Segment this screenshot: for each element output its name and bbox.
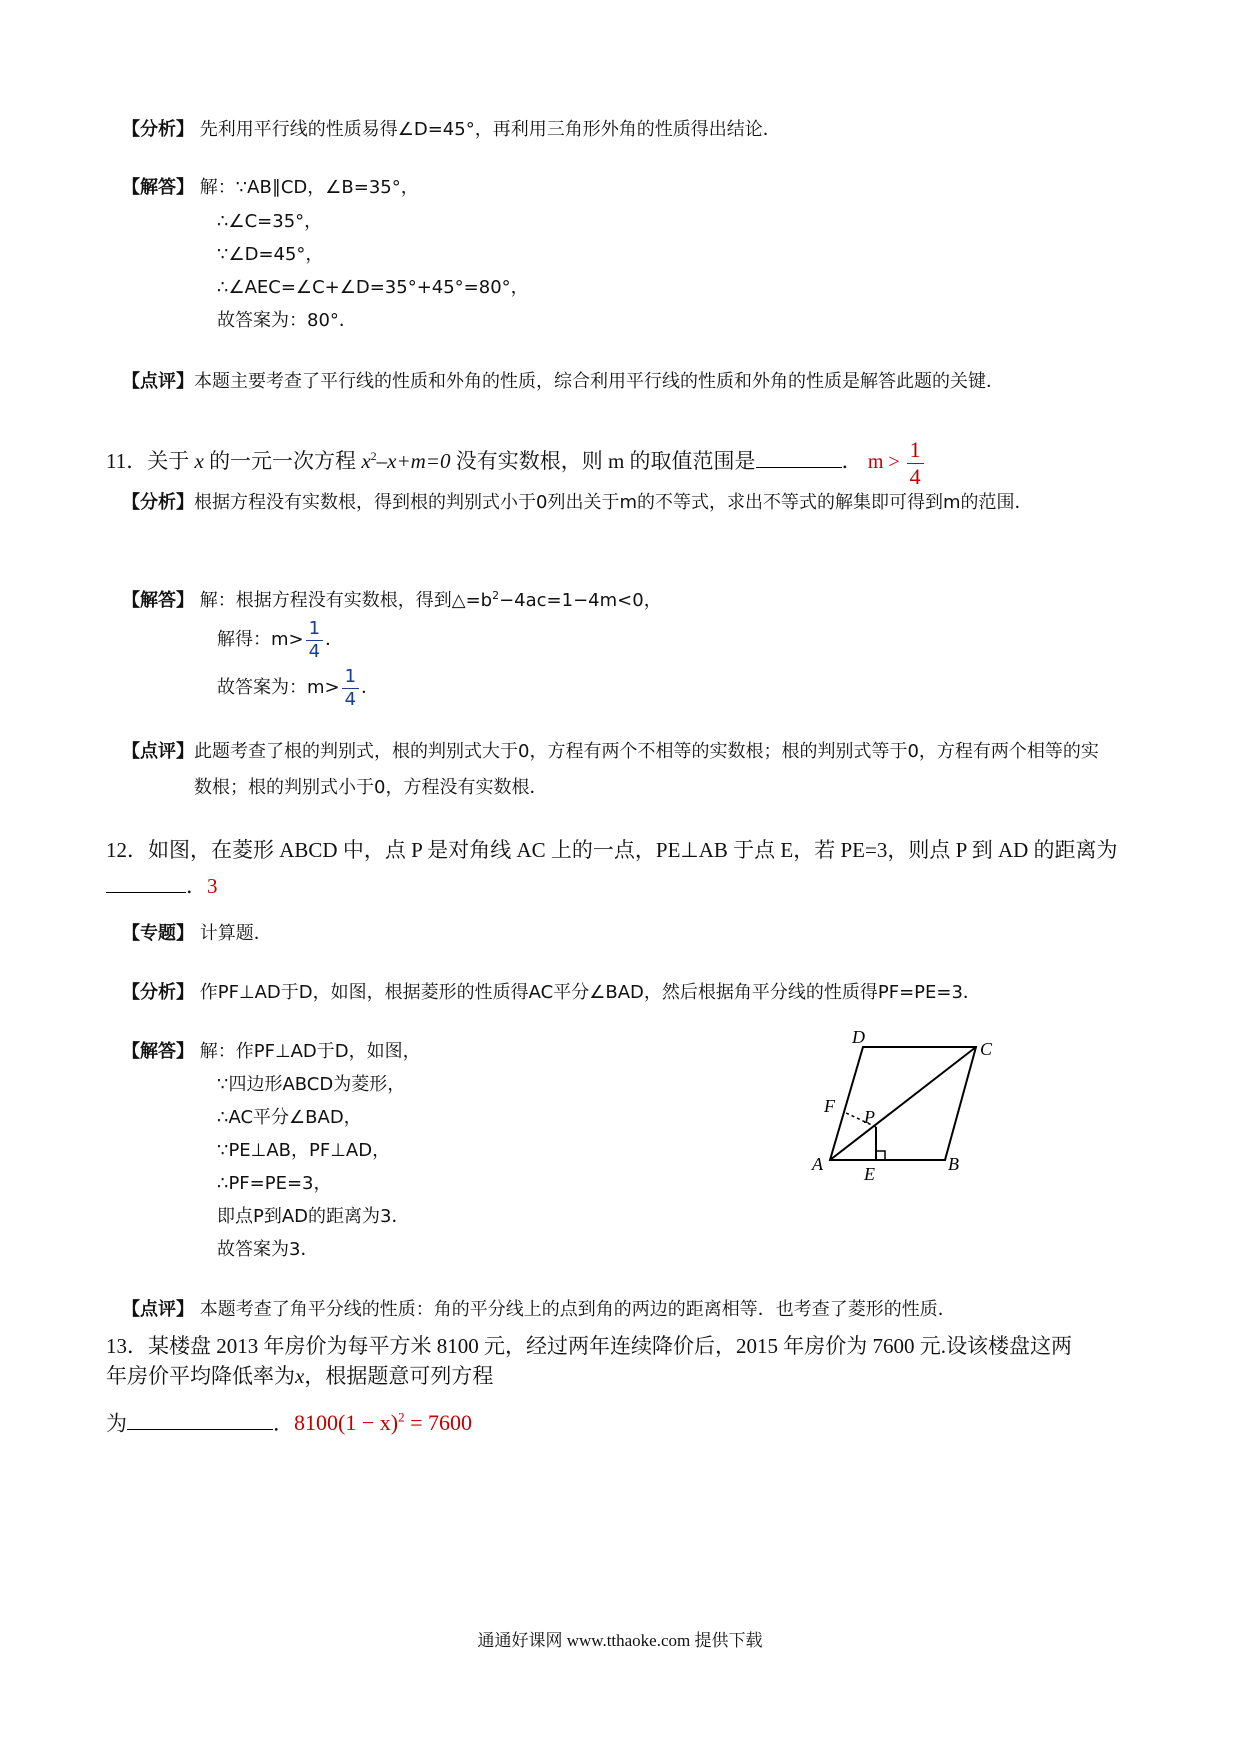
q11-solution [122,578,1132,619]
q10-solution [122,170,1132,206]
topic-tag: 【专题】 [122,923,194,944]
punct: ． [273,1411,294,1436]
stem-text: 没有实数根，则 m 的取值范围是 [455,449,756,473]
stem-text: 年房价平均降低率为 [106,1364,295,1388]
solution-line-3 [122,666,1227,710]
right-angle-mark [876,1151,885,1160]
fraction-numerator: 1 [306,620,323,641]
q13-answer [294,1410,472,1435]
stem-text: 关于 [147,449,190,473]
fraction-numerator: 1 [342,668,359,689]
analysis-tag: 【分析】 [122,492,194,513]
q11-answer [867,436,926,489]
solution-text: 解得：m> [217,629,304,650]
exponent: 2 [492,589,500,602]
answer-lhs: m > [867,451,900,473]
solution-line-1: 解：∵AB∥CD，∠B=35°， [199,177,419,198]
solution-line-4: ∵PE⊥AB，PF⊥AD， [217,1140,391,1161]
q11-stem [106,438,1146,488]
solution-text: 故答案为：m> [217,677,340,698]
q12-comment [122,1292,1132,1328]
question-number: 11． [106,449,148,473]
answer-rhs: = 7600 [404,1410,472,1436]
solution-line-2: ∵四边形ABCD为菱形， [217,1074,406,1095]
comment-text: 本题主要考查了平行线的性质和外角的性质，综合利用平行线的性质和外角的性质是解答此题的关键． [194,371,1004,392]
q10-comment [122,364,1132,400]
comment-tag: 【点评】 [122,741,194,762]
analysis-text: 先利用平行线的性质易得∠D=45°，再利用三角形外角的性质得出结论． [199,119,781,140]
q12-answer: 3 [207,874,218,898]
q13-stem-line-3 [106,1400,1146,1441]
solution-line-1-end: −4ac=1−4m<0， [499,590,662,611]
diagonal-ac [830,1047,976,1160]
label-b: B [948,1154,959,1174]
solution-line-3: ∵∠D=45°， [217,244,324,265]
solution-line-7: 故答案为3． [217,1239,319,1260]
variable-x: x [194,449,204,473]
fraction [342,665,359,710]
label-e: E [864,1164,875,1184]
answer-fraction [907,436,924,489]
punct: ． [325,629,344,650]
solution-tag: 【解答】 [122,177,194,198]
solution-line-1: 解：根据方程没有实数根，得到△=b [199,590,493,611]
solution-line-2: ∴∠C=35°， [217,211,323,232]
stem-text: 某楼盘 2013 年房价为每平方米 8100 元，经过两年连续降价后，2015 年房价为 7600 元.设该楼盘这两 [148,1334,1072,1358]
answer-blank [127,1409,273,1430]
variable-x: x [295,1364,305,1388]
solution-line-5: ∴PF=PE=3， [217,1173,332,1194]
question-number: 13． [106,1334,148,1358]
fraction-numerator: 1 [907,439,924,464]
solution-line-2 [122,618,1227,662]
fraction-denominator: 4 [909,463,921,489]
analysis-text: 作PF⊥AD于D，如图，根据菱形的性质得AC平分∠BAD，然后根据角平分线的性质得PF=PE=3． [199,982,981,1003]
q12-stem [106,832,1136,904]
label-p: P [864,1107,875,1127]
q11-comment [122,734,1132,806]
solution-line-6: 即点P到AD的距离为3． [217,1206,410,1227]
stem-text: 如图，在菱形 ABCD 中，点 P 是对角线 AC 上的一点，PE⊥AB 于点 E，若 PE=3，则点 P 到 AD 的距离为 [148,838,1118,862]
rhombus-figure [800,1025,1130,1195]
q11-analysis [122,485,1132,521]
analysis-text: 根据方程没有实数根，得到根的判别式小于0列出关于m的不等式，求出不等式的解集即可得到m的范围． [194,492,1033,513]
answer-exponent: 2 [398,1410,405,1425]
solution-tag: 【解答】 [122,590,194,611]
fraction [306,617,323,662]
answer-blank [106,872,186,893]
q10-analysis [122,112,1132,148]
comment-tag: 【点评】 [122,1299,194,1320]
fraction-denominator: 4 [344,688,357,710]
equation-rest: –x+m=0 [376,449,451,473]
punct: ． [841,449,863,473]
punct: ． [186,874,207,898]
comment-text: 本题考查了角平分线的性质：角的平分线上的点到角的两边的距离相等．也考查了菱形的性质． [199,1299,956,1320]
q12-topic [122,916,1132,952]
punct: ． [361,677,380,698]
answer-equation: 8100(1 − x) [294,1410,399,1436]
equation-exponent: 2 [370,449,377,463]
page-footer: 通通好课网 www.tthaoke.com 提供下载 [477,1631,763,1650]
fraction-denominator: 4 [308,640,321,662]
q13-stem-line-2 [106,1358,1146,1394]
equation-x: x [361,449,371,473]
question-number: 12． [106,838,148,862]
solution-line-5: 故答案为：80°． [217,310,357,331]
label-a: A [812,1154,823,1174]
solution-tag: 【解答】 [122,1041,194,1062]
comment-tag: 【点评】 [122,371,194,392]
answer-blank [756,447,842,468]
solution-line-1: 解：作PF⊥AD于D，如图， [199,1041,421,1062]
solution-line-3: ∴AC平分∠BAD， [217,1107,362,1128]
label-d: D [852,1027,865,1047]
q12-analysis [122,975,1132,1011]
solution-line-4: ∴∠AEC=∠C+∠D=35°+45°=80°， [217,277,529,298]
label-f: F [824,1096,835,1116]
comment-text: 此题考查了根的判别式，根的判别式大于0，方程有两个不相等的实数根；根的判别式等于0，方程有两个相等的实数根；根的判别式小于0，方程没有实数根． [194,741,1099,798]
stem-text: ，根据题意可列方程 [304,1364,494,1388]
stem-text: 的一元一次方程 [209,449,357,473]
label-c: C [980,1039,993,1059]
topic-text: 计算题． [199,923,272,944]
stem-text: 为 [106,1411,127,1436]
analysis-tag: 【分析】 [122,119,194,140]
analysis-tag: 【分析】 [122,982,194,1003]
